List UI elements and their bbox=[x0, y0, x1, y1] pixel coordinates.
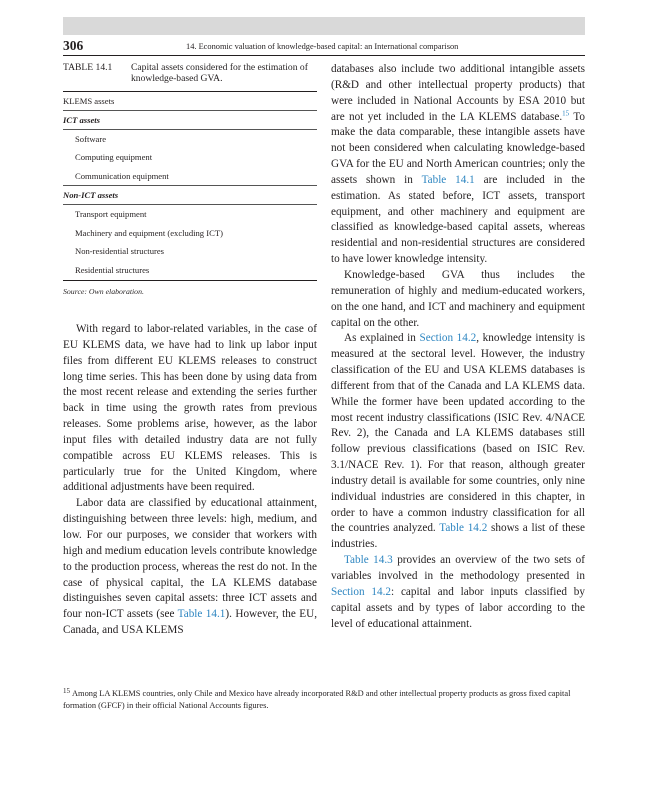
footnote-text: Among LA KLEMS countries, only Chile and Mexico have already incorporated R&D and other intellectual property products as gross fixed capital formation (GFCF) in their official National Accounts figures. bbox=[63, 689, 571, 711]
paragraph: Table 14.3 provides an overview of the two sets of variables involved in the methodology presented in Section 14.2: capital and labor inputs classified by capital assets and by types of labor according to the level of educational attainment. bbox=[331, 554, 585, 630]
top-gray-bar bbox=[63, 17, 585, 35]
table-row: Machinery and equipment (excluding ICT) bbox=[75, 227, 223, 238]
right-body-text bbox=[331, 62, 585, 632]
paragraph: With regard to labor-related variables, in the case of EU KLEMS data, we have had to link up labor input files from different EU KLEMS releases to construct long time series. This has been done by using data from the most recent release and extending the series further back in time using the growth rates from previous releases. Some problems arise, however, as the labor input files with detailed industry data are not fully compatible across EU KLEMS releases. This is particularly true for the United Kingdom, where additional adjustments have been required. bbox=[63, 323, 317, 494]
left-body-text bbox=[63, 322, 317, 639]
table-source: Source: Own elaboration. bbox=[63, 286, 144, 296]
table-block bbox=[63, 62, 317, 297]
section-link[interactable]: Section 14.2 bbox=[419, 332, 477, 345]
table-link[interactable]: Table 14.2 bbox=[439, 522, 488, 535]
table-row: Computing equipment bbox=[75, 152, 153, 163]
table-row-section: ICT assets bbox=[63, 111, 317, 130]
table-link[interactable]: Table 14.3 bbox=[344, 554, 393, 567]
table-row: Non-residential structures bbox=[75, 246, 165, 257]
footnote-number: 15 bbox=[63, 687, 70, 695]
table-row: Communication equipment bbox=[63, 167, 317, 186]
paragraph: As explained in Section 14.2, knowledge intensity is measured at the sectoral level. However, the industry classification of the EU and USA KLEMS databases is different from that of the Canada and LA KLEMS data. While the former have been updated according to the most recent industry classifications (ISIC Rev. 4/NACE Rev. 2), the Canada and LA KLEMS databases still follow previous classifications (based on ISIC Rev. 3.1/NACE Rev. 1). For that reason, although greater industry detail is available for some countries, only nine individual industries are considered in this chapter, in order to have a common industry classification for all the countries analyzed. Table 14.2 shows a list of these industries. bbox=[331, 332, 586, 551]
running-title: 14. Economic valuation of knowledge-based capital: an International comparison bbox=[186, 42, 459, 51]
table-caption bbox=[63, 62, 317, 90]
paragraph: Knowledge-based GVA thus includes the remuneration of highly and medium-educated workers, on the one hand, and ICT and machinery and equipment capital on the other. bbox=[331, 268, 585, 329]
paragraph: databases also include two additional intangible assets (R&D and other intellectual property products) that were included in National Accounts by ESA 2010 but are not yet included in the LA KLEMS database.$^{15}$ To make the data comparable, these intangible assets have not been considered when calculating knowledge-based GVA for the EU and North American countries; only the assets shown in Table 14.1 are included in the estimation. As stated before, ICT assets, transport equipment, and other machinery and equipment are classified as knowledge-based capital assets, whereas residential and non-residential structures are considered to have lower knowledge intensity. bbox=[331, 63, 585, 266]
section-link[interactable]: Section 14.2 bbox=[331, 585, 391, 598]
footnote bbox=[63, 685, 585, 713]
table-label: TABLE 14.1 bbox=[63, 62, 113, 73]
table-link[interactable]: Table 14.1 bbox=[421, 173, 475, 186]
table-row-section: Non-ICT assets bbox=[63, 186, 317, 205]
capital-assets-table bbox=[63, 91, 317, 281]
table-row: KLEMS assets bbox=[63, 92, 317, 111]
table-link[interactable]: Table 14.1 bbox=[177, 608, 226, 621]
table-row: Transport equipment bbox=[75, 208, 147, 219]
table-caption-text: Capital assets considered for the estimation of knowledge-based GVA. bbox=[131, 62, 308, 85]
table-row: Software bbox=[75, 133, 107, 144]
page-header bbox=[63, 39, 585, 56]
paragraph: Labor data are classified by educational attainment, distinguishing between three levels: high, medium, and low. For our purposes, we consider that workers with high and medium education levels contribute knowledge to the production process, whereas the rest do not. In the case of physical capital, the LA KLEMS database distinguishes seven capital assets: three ICT assets and four non-ICT assets (see Table 14.1). However, the EU, Canada, and USA KLEMS bbox=[63, 497, 317, 637]
table-row: Residential structures bbox=[75, 265, 150, 276]
page-number: 306 bbox=[63, 38, 84, 53]
footnote-ref[interactable]: 15 bbox=[562, 108, 570, 117]
